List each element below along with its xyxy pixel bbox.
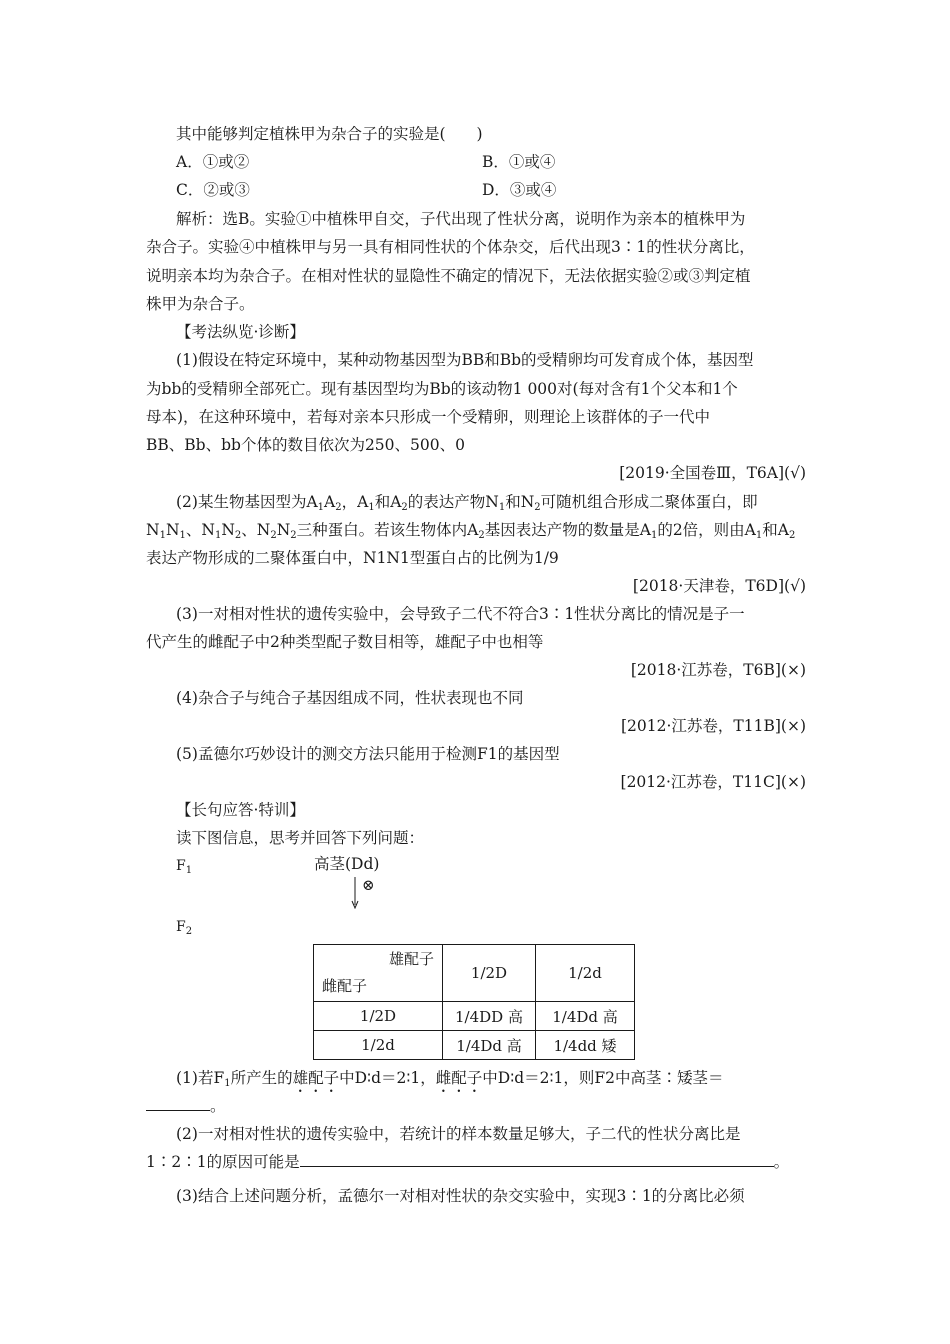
item-4-line: (4)杂合子与纯合子基因组成不同，性状表现也不同 [176, 689, 524, 707]
item-3-line: 代产生的雌配子中2种类型配子数目相等，雄配子中也相等 [146, 633, 544, 651]
table-cell: 1/4DD 高 [443, 1002, 536, 1031]
item-2-line: $N_1N_1$、$N_1N_2$、$N_2N_2$三种蛋白。若该生物体内$A_2$基因表达产物的数量是$A_1$的2倍，则由$A_1$和$A_2$ [146, 521, 796, 541]
option-b: B．①或④ [482, 153, 556, 171]
question-stem: 其中能够判定植株甲为杂合子的实验是( ) [176, 125, 483, 143]
answer-blank[interactable] [146, 1096, 210, 1111]
table-cell: 1/4Dd 高 [443, 1031, 536, 1060]
analysis-line: 株甲为杂合子。 [146, 295, 255, 313]
answer-blank[interactable] [300, 1152, 774, 1167]
corner-female-label: 雌配子 [322, 977, 368, 995]
item-1-source: [2019·全国卷Ⅲ，T6A](√) [619, 464, 806, 482]
parent-genotype: 高茎(Dd) [314, 855, 380, 873]
item-3-source: [2018·江苏卷，T6B](×) [630, 661, 806, 679]
question-1-answer: 。 [146, 1096, 226, 1116]
item-1-line: (1)假设在特定环境中，某种动物基因型为BB和Bb的受精卵均可发育成个体，基因型 [176, 351, 754, 369]
analysis-line: 杂合子。实验④中植株甲与另一具有相同性状的个体杂交，后代出现3∶1的性状分离比， [146, 238, 755, 256]
section-heading-training: 【长句应答·特训】 [176, 801, 305, 819]
item-5-line: (5)孟德尔巧妙设计的测交方法只能用于检测F1的基因型 [176, 745, 560, 763]
question-1-line: (1)若$F_1$所产生的雄配子中D∶d＝2∶1，雌配子中D∶d＝2∶1，则F2中高茎∶矮茎＝ [176, 1069, 724, 1089]
table-row [314, 945, 635, 1002]
item-2-line: 表达产物形成的二聚体蛋白中，N1N1型蛋白占的比例为1/9 [146, 549, 559, 567]
item-2-source: [2018·天津卷，T6D](√) [632, 577, 806, 595]
corner-cell [314, 945, 443, 1002]
table-row [314, 1031, 635, 1060]
punnett-table [313, 944, 635, 1060]
down-arrow-icon [350, 877, 360, 909]
row-header: 1/2d [314, 1031, 443, 1060]
question-3-line: (3)结合上述问题分析，孟德尔一对相对性状的杂交实验中，实现3∶1的分离比必须 [176, 1187, 745, 1205]
table-cell: 1/4Dd 高 [536, 1002, 635, 1031]
col-header: 1/2D [443, 945, 536, 1002]
self-cross-icon: ⊗ [362, 876, 375, 894]
f1-label: $F_1$ [176, 858, 193, 876]
question-2-line: (2)一对相对性状的遗传实验中，若统计的样本数量足够大，子二代的性状分离比是 [176, 1125, 741, 1143]
item-2-line: (2)某生物基因型为$A_1A_2$，$A_1$和$A_2$的表达产物$N_1$和$N_2$可随机组合形成二聚体蛋白，即 [176, 493, 758, 513]
option-d: D．③或④ [482, 181, 557, 199]
section-heading-diagnosis: 【考法纵览·诊断】 [176, 323, 305, 341]
table-cell: 1/4dd 矮 [536, 1031, 635, 1060]
option-c: C．②或③ [176, 181, 250, 199]
item-1-line: BB、Bb、bb个体的数目依次为250、500、0 [146, 436, 465, 454]
item-1-line: 母本)，在这种环境中，若每对亲本只形成一个受精卵，则理论上该群体的子一代中 [146, 408, 711, 426]
training-intro: 读下图信息，思考并回答下列问题： [176, 829, 425, 847]
item-4-source: [2012·江苏卷，T11B](×) [620, 717, 806, 735]
analysis-line: 解析：选B。实验①中植株甲自交，子代出现了性状分离，说明作为亲本的植株甲为 [176, 210, 746, 228]
corner-male-label: 雄配子 [388, 950, 434, 968]
item-3-line: (3)一对相对性状的遗传实验中，会导致子二代不符合3∶1性状分离比的情况是子一 [176, 605, 745, 623]
table-row [314, 1002, 635, 1031]
item-5-source: [2012·江苏卷，T11C](×) [620, 773, 806, 791]
item-1-line: 为bb的受精卵全部死亡。现有基因型均为Bb的该动物1 000对(每对含有1个父本和1个 [146, 380, 738, 398]
row-header: 1/2D [314, 1002, 443, 1031]
question-2-line: 1∶2∶1的原因可能是 。 [146, 1153, 790, 1171]
analysis-line: 说明亲本均为杂合子。在相对性状的显隐性不确定的情况下，无法依据实验②或③判定植 [146, 267, 751, 285]
f2-label: $F_2$ [176, 919, 193, 937]
col-header: 1/2d [536, 945, 635, 1002]
option-a: A．①或② [176, 153, 250, 171]
